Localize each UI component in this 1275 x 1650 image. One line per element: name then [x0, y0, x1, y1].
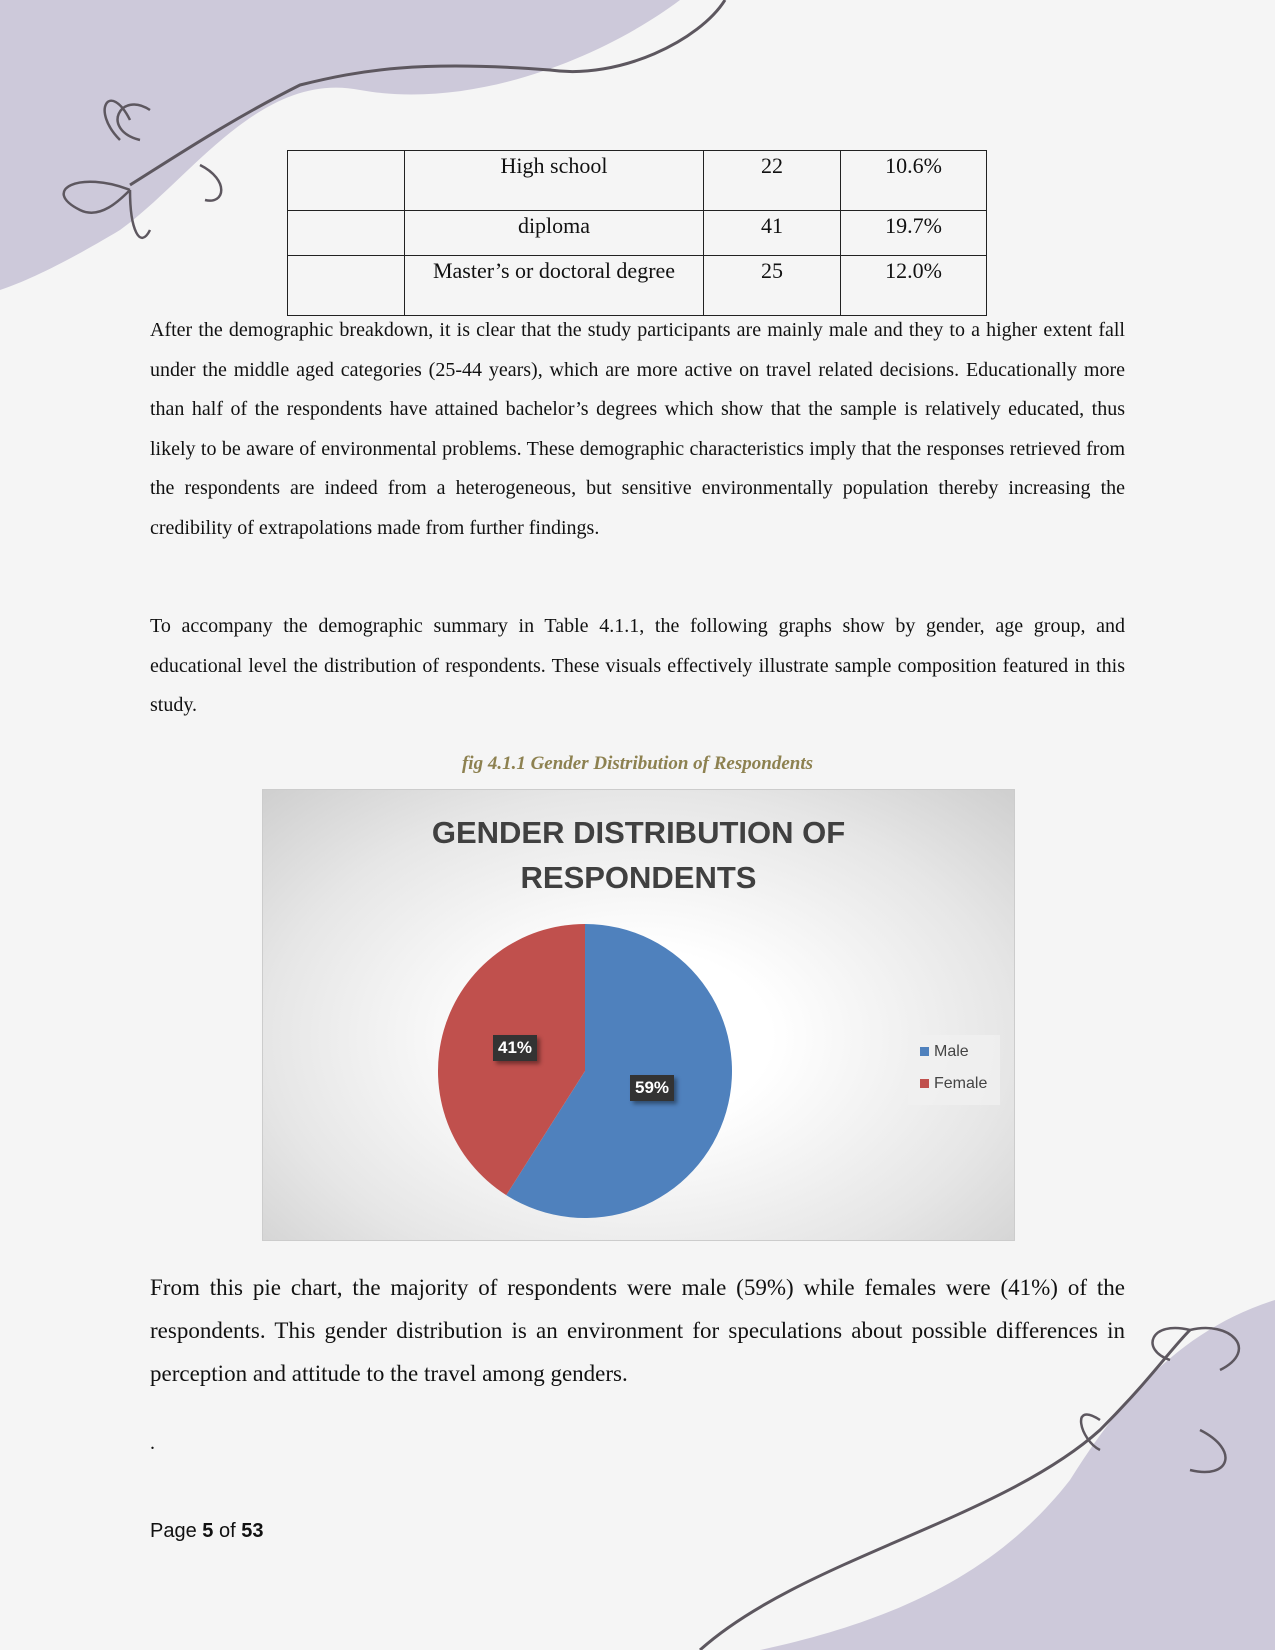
chart-title-line2: RESPONDENTS [520, 860, 757, 895]
legend-label: Male [934, 1043, 969, 1060]
data-label-male: 59% [630, 1075, 674, 1101]
table-cell: 25 [704, 256, 841, 316]
paragraph-graphs-intro: To accompany the demographic summary in Table 4.1.1, the following graphs show by gender, age group, and educational level the distribution of respondents. These visuals effectively illustrate sample composition featured in this study. [150, 615, 1125, 716]
chart-title-line1: GENDER DISTRIBUTION OF [431, 815, 846, 850]
of-word: of [218, 1520, 236, 1542]
table-cell: 12.0% [841, 256, 987, 316]
table-cell: High school [405, 151, 704, 211]
table-row [288, 211, 987, 256]
table-cell [288, 151, 405, 211]
data-label-female: 41% [493, 1035, 537, 1061]
paragraph-dot: . [150, 1432, 155, 1454]
chart-legend [908, 1035, 1000, 1105]
table-row [288, 256, 987, 316]
legend-item-female [920, 1075, 1000, 1099]
gender-pie-chart [262, 789, 1015, 1241]
pie-plot [263, 790, 1014, 1240]
table-cell: 22 [704, 151, 841, 211]
paragraph-pie-interpretation: From this pie chart, the majority of respondents were male (59%) while females were (41%) of the respondents. This gender distribution is an environment for speculations about possible differences in perception and attitude to the travel among genders. [150, 1275, 1125, 1386]
table-cell: 10.6% [841, 151, 987, 211]
page-number [150, 1520, 263, 1543]
education-table [287, 150, 987, 316]
total-pages: 53 [241, 1520, 264, 1542]
table-cell: diploma [405, 211, 704, 256]
current-page: 5 [202, 1520, 214, 1542]
figure-caption: fig 4.1.1 Gender Distribution of Respondents [461, 753, 813, 774]
table-row [288, 151, 987, 211]
paragraph-demographic-summary: After the demographic breakdown, it is clear that the study participants are mainly male and they to a higher extent fall under the middle aged categories (25-44 years), which are more active on travel related decisions. Educationally more than half of the respondents have attained bachelor’s degrees which show that the sample is relatively educated, thus likely to be aware of environmental problems. These demographic characteristics imply that the responses retrieved from the respondents are indeed from a heterogeneous, but sensitive environmentally population thereby increasing the credibility of extrapolations made from further findings. [150, 319, 1125, 539]
table-cell [288, 256, 405, 316]
table-cell [288, 211, 405, 256]
page-word: Page [150, 1520, 197, 1542]
legend-swatch-female [920, 1079, 929, 1088]
table-cell: 19.7% [841, 211, 987, 256]
table-cell: 41 [704, 211, 841, 256]
table-cell: Master’s or doctoral degree [405, 256, 704, 316]
legend-item-male [920, 1043, 1000, 1067]
legend-label: Female [934, 1075, 988, 1092]
legend-swatch-male [920, 1047, 929, 1056]
